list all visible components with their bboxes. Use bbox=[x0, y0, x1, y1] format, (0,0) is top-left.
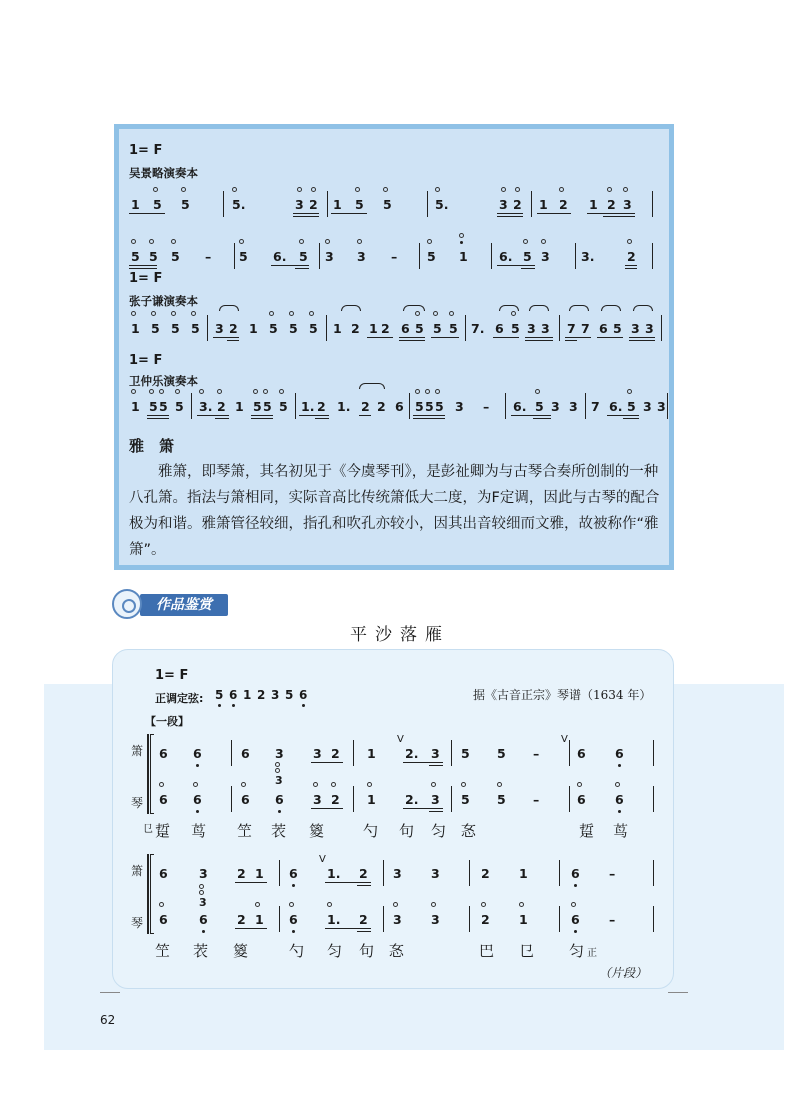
note: 2 bbox=[217, 399, 226, 414]
note: 2 bbox=[331, 746, 340, 761]
note: 3 bbox=[631, 321, 640, 336]
key-signature: 1= F bbox=[129, 143, 163, 158]
disc-icon bbox=[112, 589, 142, 619]
jianzi-char: 䈦 bbox=[233, 942, 249, 960]
note: 1 bbox=[519, 912, 528, 927]
note: 5 bbox=[497, 792, 506, 807]
note: 3 bbox=[527, 321, 536, 336]
note: 1 bbox=[589, 197, 598, 212]
note: 5 bbox=[149, 249, 158, 264]
score-system-1: 箫 琴 6 6 6 3 3 2 1 V 2. 3 5 5 – V 6 6 6 6 6 3 6 3 2 1 2. 3 5 5 – 6 6 bbox=[113, 734, 673, 824]
jianzi-row-1 bbox=[113, 820, 673, 844]
note: 3 bbox=[313, 792, 322, 807]
note: 6 bbox=[571, 866, 580, 881]
note: 1 bbox=[367, 792, 376, 807]
note: 2 bbox=[359, 866, 368, 881]
jianzi-char: 巴 bbox=[479, 942, 495, 960]
note: 7 bbox=[567, 321, 576, 336]
note: 3 bbox=[657, 399, 666, 414]
note: 5 bbox=[497, 746, 506, 761]
note: – bbox=[483, 399, 490, 414]
footer-rule bbox=[668, 992, 688, 993]
note: 3. bbox=[199, 399, 213, 414]
note: 6 bbox=[199, 912, 208, 927]
note: 1 bbox=[255, 912, 264, 927]
fragment-note: （片段） bbox=[599, 966, 648, 980]
note: 1 bbox=[369, 321, 378, 336]
note: 3 bbox=[541, 321, 550, 336]
jianzi-char: 䈦 bbox=[309, 822, 325, 840]
note: 1. bbox=[301, 399, 315, 414]
note: 1 bbox=[249, 321, 258, 336]
note: 5 bbox=[215, 688, 224, 702]
note: 5 bbox=[461, 746, 470, 761]
note: 3 bbox=[541, 249, 550, 264]
jianzi-char: 句 bbox=[359, 942, 375, 960]
note: 1 bbox=[255, 866, 264, 881]
note: 6 bbox=[229, 688, 238, 702]
jianzi-char: 㔾 bbox=[519, 942, 535, 960]
jianzi-char: 茑 bbox=[613, 822, 629, 840]
note: 1 bbox=[367, 746, 376, 761]
note: 2 bbox=[377, 399, 386, 414]
note: 3 bbox=[645, 321, 654, 336]
note: 6 bbox=[289, 912, 298, 927]
qin-label: 琴 bbox=[131, 916, 144, 930]
jianzi-char: 㣽 bbox=[389, 942, 405, 960]
score-line-1 bbox=[119, 185, 671, 231]
note: 2 bbox=[359, 912, 368, 927]
note: 2 bbox=[481, 912, 490, 927]
note: 3 bbox=[199, 896, 207, 909]
note: 6. bbox=[273, 249, 287, 264]
note: 5 bbox=[415, 321, 424, 336]
note: 6 bbox=[395, 399, 404, 414]
jianzi-char: 䒾 bbox=[271, 822, 287, 840]
note: 2 bbox=[237, 912, 246, 927]
note: 5 bbox=[279, 399, 288, 414]
note: 5 bbox=[433, 321, 442, 336]
note: 2 bbox=[257, 688, 266, 702]
note: 3 bbox=[199, 866, 208, 881]
note: 2 bbox=[229, 321, 238, 336]
jianzi-char: 勺 bbox=[363, 822, 379, 840]
note: 5 bbox=[239, 249, 248, 264]
note: – bbox=[533, 792, 540, 807]
note: 6 bbox=[159, 792, 168, 807]
xiao-label: 箫 bbox=[131, 864, 144, 878]
note: 5 bbox=[263, 399, 272, 414]
note: 6. bbox=[513, 399, 527, 414]
note: 5 bbox=[151, 321, 160, 336]
note: 5 bbox=[449, 321, 458, 336]
note: 6 bbox=[159, 912, 168, 927]
key-signature: 1= F bbox=[129, 271, 163, 286]
section-heading: 雅 箫 bbox=[129, 437, 175, 455]
note: 6 bbox=[159, 746, 168, 761]
note: 6. bbox=[499, 249, 513, 264]
note: 6 bbox=[159, 866, 168, 881]
note: – bbox=[609, 866, 616, 881]
note: 5. bbox=[435, 197, 449, 212]
note: 3 bbox=[275, 774, 283, 787]
note: 6 bbox=[615, 792, 624, 807]
note: 3 bbox=[295, 197, 304, 212]
note: 5 bbox=[285, 688, 294, 702]
note: 3 bbox=[643, 399, 652, 414]
xiao-label: 箫 bbox=[131, 744, 144, 758]
jianzi-char: 匀 bbox=[431, 822, 447, 840]
jianzi-char: 茑 bbox=[191, 822, 207, 840]
note: 3 bbox=[455, 399, 464, 414]
note: 1 bbox=[539, 197, 548, 212]
performer-label: 张子谦演奏本 bbox=[129, 294, 198, 308]
note: – bbox=[609, 912, 616, 927]
note: 2 bbox=[627, 249, 636, 264]
note: 6. bbox=[609, 399, 623, 414]
jianzi-char: 㔾 bbox=[143, 824, 153, 835]
note: 6 bbox=[299, 688, 308, 702]
note: 2 bbox=[237, 866, 246, 881]
note: 2. bbox=[405, 746, 419, 761]
jianzi-char: 匀 bbox=[327, 942, 343, 960]
note: 5 bbox=[253, 399, 262, 414]
jianzi-char: 笁 bbox=[155, 942, 171, 960]
jianzi-char: 笁 bbox=[237, 822, 253, 840]
song-title: 平沙落雁 bbox=[350, 625, 450, 645]
description-paragraph: 雅箫，即琴箫，其名初见于《今虞琴刊》，是彭祉卿为与古琴合奏所创制的一种八孔箫。指法与箫相同，实际音高比传统箫低大二度，为F定调，因此与古琴的配合极为和谐。雅箫管径较细，指孔和吹孔亦较小，因其出音较细而文雅，故被称作“雅箫”。 bbox=[129, 464, 660, 558]
jianzi-char: 㣽 bbox=[461, 822, 477, 840]
jianzi-char: 匀 bbox=[569, 942, 585, 960]
note: 3 bbox=[431, 792, 440, 807]
note: 3 bbox=[271, 688, 280, 702]
note: 6 bbox=[615, 746, 624, 761]
note: 3 bbox=[623, 197, 632, 212]
note: 2 bbox=[481, 866, 490, 881]
note: 3 bbox=[499, 197, 508, 212]
note: 1 bbox=[333, 197, 342, 212]
note: 5 bbox=[425, 399, 434, 414]
note: 1 bbox=[131, 399, 140, 414]
note: 7 bbox=[591, 399, 600, 414]
section-badge: 作品鉴赏 bbox=[140, 594, 228, 616]
section-marker: 【一段】 bbox=[145, 715, 189, 728]
note: 5 bbox=[191, 321, 200, 336]
qin-label: 琴 bbox=[131, 796, 144, 810]
note: 5 bbox=[383, 197, 392, 212]
tuning-label: 正调定弦: bbox=[155, 692, 204, 705]
score-line-3 bbox=[119, 307, 671, 353]
note: 3 bbox=[275, 746, 284, 761]
note: 5 bbox=[415, 399, 424, 414]
footer-rule bbox=[100, 992, 120, 993]
score-system-2: 箫 琴 6 3 2 1 6 V 1. 2 3 3 2 1 6 – 6 3 6 2 1 6 1. 2 3 3 2 1 6 – bbox=[113, 854, 673, 944]
note: 1. bbox=[327, 866, 341, 881]
note: 2 bbox=[351, 321, 360, 336]
jianzi-row-2 bbox=[113, 940, 673, 964]
tuning-notes bbox=[215, 688, 315, 708]
note: 3 bbox=[325, 249, 334, 264]
note: 6 bbox=[241, 746, 250, 761]
note: 6 bbox=[193, 792, 202, 807]
note: 7 bbox=[581, 321, 590, 336]
note: 5 bbox=[299, 249, 308, 264]
key-signature: 1= F bbox=[155, 668, 189, 683]
jianzi-char: 䒾 bbox=[193, 942, 209, 960]
page-number: 62 bbox=[100, 1013, 116, 1027]
note: 1 bbox=[235, 399, 244, 414]
jianzi-char: 踅 bbox=[155, 822, 171, 840]
note: 1 bbox=[519, 866, 528, 881]
note: 5 bbox=[355, 197, 364, 212]
note: 5 bbox=[131, 249, 140, 264]
note: 1 bbox=[131, 321, 140, 336]
note: 5 bbox=[523, 249, 532, 264]
note: 5 bbox=[535, 399, 544, 414]
note: 3 bbox=[393, 866, 402, 881]
note: – bbox=[205, 249, 212, 264]
note: 3 bbox=[393, 912, 402, 927]
note: 5 bbox=[171, 321, 180, 336]
note: 2 bbox=[317, 399, 326, 414]
note: – bbox=[391, 249, 398, 264]
note: 5 bbox=[181, 197, 190, 212]
note: 1 bbox=[131, 197, 140, 212]
note: 5 bbox=[435, 399, 444, 414]
note: 6 bbox=[599, 321, 608, 336]
note: 6 bbox=[275, 792, 284, 807]
note: 2 bbox=[309, 197, 318, 212]
note: 6 bbox=[571, 912, 580, 927]
note: 5 bbox=[627, 399, 636, 414]
note: 6 bbox=[241, 792, 250, 807]
note: – bbox=[533, 746, 540, 761]
note: 5. bbox=[232, 197, 246, 212]
jianzi-char: 踅 bbox=[579, 822, 595, 840]
note: 5 bbox=[613, 321, 622, 336]
note: 5 bbox=[159, 399, 168, 414]
note: 1 bbox=[459, 249, 468, 264]
performer-label: 吴景略演奏本 bbox=[129, 166, 198, 180]
jianzi-char: 正 bbox=[587, 948, 597, 959]
performer-label: 卫仲乐演奏本 bbox=[129, 374, 198, 388]
note: 5 bbox=[309, 321, 318, 336]
note: 2 bbox=[513, 197, 522, 212]
score-line-4 bbox=[119, 385, 671, 431]
note: 1. bbox=[337, 399, 351, 414]
jianzi-char: 句 bbox=[399, 822, 415, 840]
key-signature: 1= F bbox=[129, 353, 163, 368]
note: 7. bbox=[471, 321, 485, 336]
note: 3. bbox=[581, 249, 595, 264]
note: 3 bbox=[357, 249, 366, 264]
note: 3 bbox=[431, 746, 440, 761]
note: 3 bbox=[431, 912, 440, 927]
score-box bbox=[112, 649, 674, 989]
note: 2. bbox=[405, 792, 419, 807]
note: 6 bbox=[193, 746, 202, 761]
jianzi-char: 勺 bbox=[289, 942, 305, 960]
note: 5 bbox=[511, 321, 520, 336]
note: 6 bbox=[289, 866, 298, 881]
score-line-2 bbox=[119, 237, 671, 283]
note: 2 bbox=[559, 197, 568, 212]
note: 2 bbox=[331, 792, 340, 807]
note: 3 bbox=[569, 399, 578, 414]
note: 5 bbox=[171, 249, 180, 264]
source-note: 据《古音正宗》琴谱（1634 年） bbox=[473, 688, 652, 702]
note: 1 bbox=[333, 321, 342, 336]
note: 5 bbox=[461, 792, 470, 807]
note: 6 bbox=[401, 321, 410, 336]
note: 5 bbox=[269, 321, 278, 336]
note: 6 bbox=[577, 792, 586, 807]
note: 5 bbox=[149, 399, 158, 414]
note: 5 bbox=[289, 321, 298, 336]
note: 5 bbox=[153, 197, 162, 212]
note: 1 bbox=[243, 688, 252, 702]
note: 3 bbox=[313, 746, 322, 761]
note: 3 bbox=[431, 866, 440, 881]
note: 6 bbox=[577, 746, 586, 761]
instrument-info-box bbox=[114, 124, 674, 570]
note: 3 bbox=[215, 321, 224, 336]
note: 1. bbox=[327, 912, 341, 927]
note: 5 bbox=[427, 249, 436, 264]
note: 2 bbox=[381, 321, 390, 336]
note: 5 bbox=[175, 399, 184, 414]
note: 3 bbox=[551, 399, 560, 414]
note: 2 bbox=[361, 399, 370, 414]
note: 6 bbox=[495, 321, 504, 336]
note: 2 bbox=[607, 197, 616, 212]
